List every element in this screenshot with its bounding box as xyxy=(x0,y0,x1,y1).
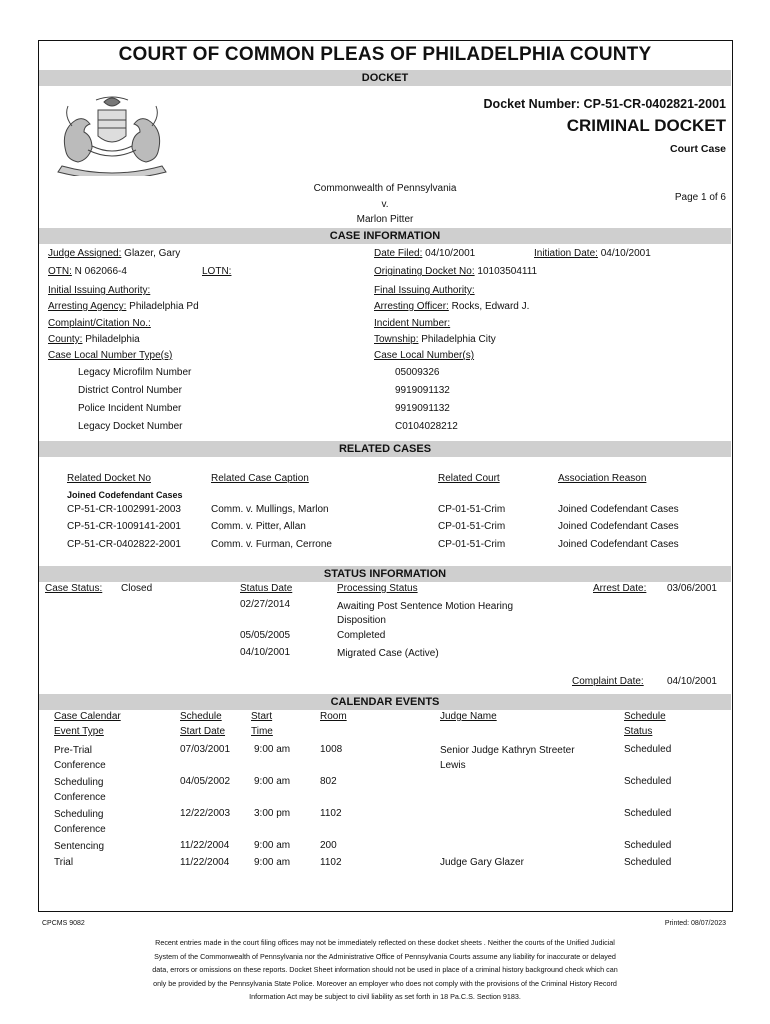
event-type-cont: Conference xyxy=(54,792,106,803)
event-time: 9:00 am xyxy=(254,744,291,755)
arresting-officer: Arresting Officer: Rocks, Edward J. xyxy=(374,301,530,312)
related-cases-bar: RELATED CASES xyxy=(39,441,731,457)
originating-docket: Originating Docket No: 10103504111 xyxy=(374,266,538,277)
otn: OTN: N 062066-4 xyxy=(48,266,127,277)
complaint-date-label: Complaint Date: xyxy=(572,676,644,687)
related-group-label: Joined Codefendant Cases xyxy=(67,490,183,500)
printed-date: Printed: 08/07/2023 xyxy=(664,920,726,927)
date-filed: Date Filed: 04/10/2001 xyxy=(374,248,476,259)
disclaimer-line: Information Act may be subject to civil liability as set forth in 18 Pa.C.S. Section 9183. xyxy=(249,992,521,1001)
local-number: C0104028212 xyxy=(395,421,458,432)
initial-issuing-authority: Initial Issuing Authority: xyxy=(48,285,151,296)
related-court: CP-01-51-Crim xyxy=(438,521,506,532)
event-time: 9:00 am xyxy=(254,857,291,868)
status-date: 05/05/2005 xyxy=(240,630,291,641)
event-type: Scheduling xyxy=(54,777,104,788)
calendar-events-bar: CALENDAR EVENTS xyxy=(39,694,731,710)
caption-versus: v. xyxy=(381,199,389,210)
related-docket: CP-51-CR-1002991-2003 xyxy=(67,504,181,515)
start-date-header: Schedule xyxy=(180,711,222,722)
disclaimer-line: Recent entries made in the court filing offices may not be immediately reflected on these docket sheets . Neither the courts of the Unified Judicial xyxy=(155,938,615,947)
event-judge-cont: Lewis xyxy=(440,760,466,771)
event-type: Trial xyxy=(54,857,74,868)
event-date: 11/22/2004 xyxy=(180,857,230,868)
local-number: 9919091132 xyxy=(395,385,450,396)
event-type-cont: Conference xyxy=(54,824,106,835)
event-time: 9:00 am xyxy=(254,840,291,851)
disclaimer xyxy=(0,936,770,1004)
pennsylvania-coat-of-arms-icon xyxy=(48,92,176,176)
case-status-value: Closed xyxy=(121,583,153,594)
incident-number: Incident Number: xyxy=(374,318,451,329)
case-type: Court Case xyxy=(669,143,726,155)
related-docket: CP-51-CR-1009141-2001 xyxy=(67,521,181,532)
arrest-date-value: 03/06/2001 xyxy=(666,583,717,594)
association-reason: Joined Codefendant Cases xyxy=(558,504,679,515)
event-type: Sentencing xyxy=(54,841,105,852)
judge-name-header: Judge Name xyxy=(440,711,497,722)
local-number: 9919091132 xyxy=(395,403,450,414)
event-type-header: Case Calendar xyxy=(54,711,121,722)
event-date: 04/05/2002 xyxy=(180,776,231,787)
start-time-header: Time xyxy=(251,726,273,737)
event-status: Scheduled xyxy=(624,808,672,819)
status-date-header: Status Date xyxy=(240,583,293,594)
related-caption: Comm. v. Furman, Cerrone xyxy=(211,539,332,550)
processing-status: Completed xyxy=(337,630,386,641)
form-id: CPCMS 9082 xyxy=(42,920,85,927)
court-title: COURT OF COMMON PLEAS OF PHILADELPHIA COUNTY xyxy=(118,44,652,65)
processing-status: Migrated Case (Active) xyxy=(337,648,439,659)
arrest-date-label: Arrest Date: xyxy=(593,583,647,594)
related-caption: Comm. v. Mullings, Marlon xyxy=(211,504,329,515)
start-date-header: Start Date xyxy=(180,726,226,737)
event-time: 3:00 pm xyxy=(254,808,291,819)
local-number: 05009326 xyxy=(395,367,440,378)
local-number-type: Legacy Microfilm Number xyxy=(78,367,192,378)
case-information-bar: CASE INFORMATION xyxy=(39,228,731,244)
processing-status-cont: Disposition xyxy=(337,615,386,626)
event-type: Pre-Trial xyxy=(54,745,92,756)
event-room: 1102 xyxy=(320,808,342,819)
event-date: 12/22/2003 xyxy=(180,808,231,819)
complaint-date-value: 04/10/2001 xyxy=(666,676,717,687)
event-judge: Judge Gary Glazer xyxy=(440,857,524,868)
judge-assigned: Judge Assigned: Glazer, Gary xyxy=(48,248,181,259)
status-date: 02/27/2014 xyxy=(240,599,291,610)
caption-plaintiff: Commonwealth of Pennsylvania xyxy=(313,183,457,194)
start-time-header: Start xyxy=(251,711,273,722)
event-status: Scheduled xyxy=(624,744,672,755)
local-number-header: Case Local Number(s) xyxy=(374,350,475,361)
initiation-date: Initiation Date: 04/10/2001 xyxy=(534,248,651,259)
lotn-label: LOTN: xyxy=(202,266,232,277)
case-status-label: Case Status: xyxy=(45,583,103,594)
related-caption: Comm. v. Pitter, Allan xyxy=(211,521,306,532)
event-status: Scheduled xyxy=(624,840,672,851)
local-number-type-header: Case Local Number Type(s) xyxy=(48,350,173,361)
processing-status-header: Processing Status xyxy=(337,583,418,594)
complaint-citation: Complaint/Citation No.: xyxy=(48,318,151,329)
event-date: 07/03/2001 xyxy=(180,744,231,755)
event-type-header: Event Type xyxy=(54,726,104,737)
event-judge: Senior Judge Kathryn Streeter xyxy=(440,745,575,756)
related-docket-header: Related Docket No xyxy=(67,473,151,484)
association-reason: Joined Codefendant Cases xyxy=(558,521,679,532)
related-court: CP-01-51-Crim xyxy=(438,504,506,515)
related-court: CP-01-51-Crim xyxy=(438,539,506,550)
event-room: 1102 xyxy=(320,857,342,868)
arresting-agency: Arresting Agency: Philadelphia Pd xyxy=(48,301,199,312)
event-room: 200 xyxy=(320,840,337,851)
status-date: 04/10/2001 xyxy=(240,647,291,658)
event-date: 11/22/2004 xyxy=(180,840,230,851)
association-reason-header: Association Reason xyxy=(558,473,647,484)
event-room: 802 xyxy=(320,776,337,787)
docket-number: Docket Number: CP-51-CR-0402821-2001 xyxy=(483,97,726,111)
status-information-bar: STATUS INFORMATION xyxy=(39,566,731,582)
disclaimer-line: data, errors or omissions on these reports. Docket Sheet information should not be used in place of a criminal history background check which can xyxy=(152,965,618,974)
event-time: 9:00 am xyxy=(254,776,291,787)
related-court-header: Related Court xyxy=(438,473,500,484)
docket-bar: DOCKET xyxy=(39,70,731,86)
final-issuing-authority: Final Issuing Authority: xyxy=(374,285,475,296)
processing-status: Awaiting Post Sentence Motion Hearing xyxy=(337,601,514,612)
room-header: Room xyxy=(320,711,347,722)
disclaimer-line: only be provided by the Pennsylvania State Police. Moreover an employer who does not comply with the provisions of the Criminal History Record xyxy=(153,978,617,988)
schedule-status-header: Schedule xyxy=(624,711,666,722)
related-caption-header: Related Case Caption xyxy=(211,473,309,484)
county: County: Philadelphia xyxy=(48,334,140,345)
page-number: Page 1 of 6 xyxy=(674,192,726,203)
association-reason: Joined Codefendant Cases xyxy=(558,539,679,550)
event-type-cont: Conference xyxy=(54,760,106,771)
township: Township: Philadelphia City xyxy=(374,334,496,345)
event-status: Scheduled xyxy=(624,776,672,787)
caption-defendant: Marlon Pitter xyxy=(356,214,414,225)
event-status: Scheduled xyxy=(624,857,672,868)
schedule-status-header: Status xyxy=(624,726,653,737)
local-number-type: Police Incident Number xyxy=(78,403,182,414)
docket-type: CRIMINAL DOCKET xyxy=(566,116,726,135)
local-number-type: District Control Number xyxy=(78,385,182,396)
disclaimer-line: System of the Commonwealth of Pennsylvania nor the Administrative Office of Pennsylvania Courts assume any liability for inaccurate or delayed xyxy=(154,951,616,961)
local-number-type: Legacy Docket Number xyxy=(78,421,183,432)
event-room: 1008 xyxy=(320,744,343,755)
related-docket: CP-51-CR-0402822-2001 xyxy=(67,539,181,550)
event-type: Scheduling xyxy=(54,809,104,820)
